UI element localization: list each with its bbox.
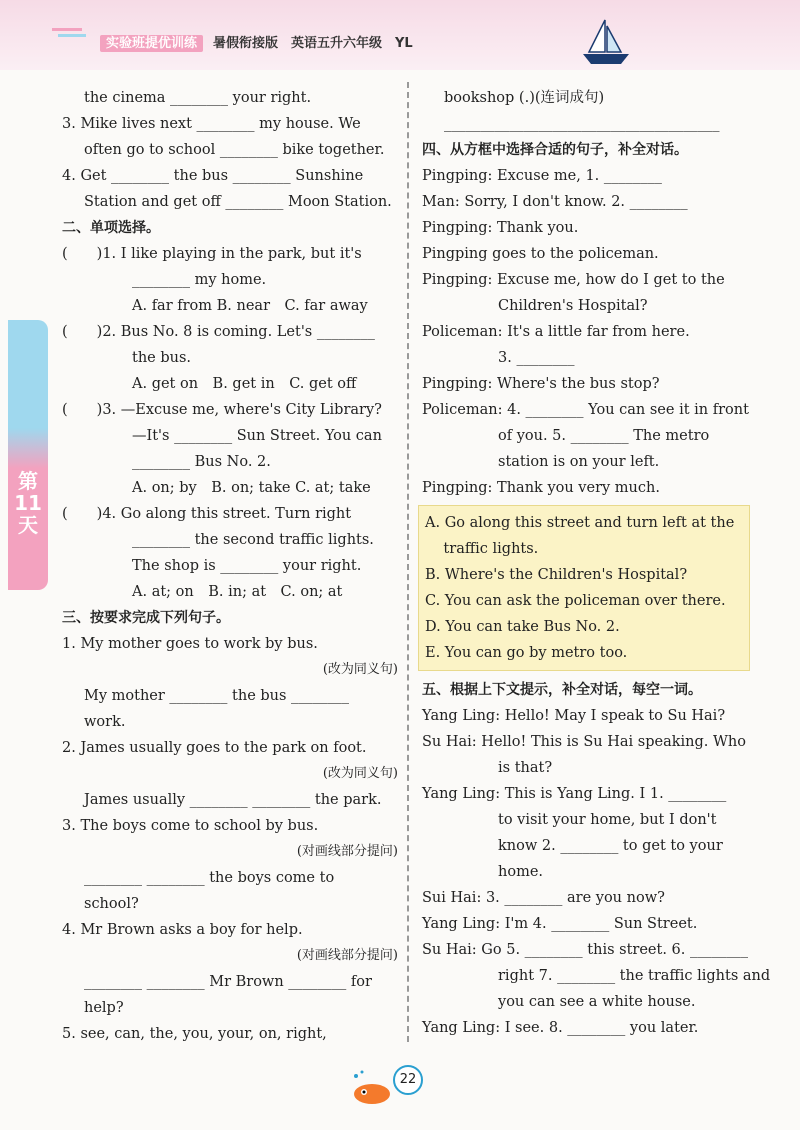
text-line: 3. Mike lives next ________ my house. We <box>62 116 361 132</box>
option-item: C. You can ask the policeman over there. <box>425 593 726 609</box>
text-line: ( )4. Go along this street. Turn right <box>62 506 352 522</box>
text-line: Su Hai: Go 5. ________ this street. 6. ________ <box>422 942 748 958</box>
text-line: Policeman: 4. ________ You can see it in front <box>422 402 749 418</box>
header-decoration-icon <box>52 18 92 42</box>
text-line: Pingping: Where's the bus stop? <box>422 376 660 392</box>
text-line: station is on your left. <box>498 454 660 470</box>
text-line: Children's Hospital? <box>498 298 648 314</box>
text-line: ( )3. —Excuse me, where's City Library? <box>62 402 382 418</box>
text-line: right 7. ________ the traffic lights and <box>498 968 771 984</box>
day-label: 第11天 <box>14 469 42 537</box>
text-line: ( )1. I like playing in the park, but it's <box>62 246 362 262</box>
text-line: ________ the second traffic lights. <box>132 532 374 548</box>
text-line: the cinema ________ your right. <box>84 90 312 106</box>
page-header <box>0 0 800 70</box>
text-line: 4. Mr Brown asks a boy for help. <box>62 922 303 938</box>
text-line: ( )2. Bus No. 8 is coming. Let's ________ <box>62 324 375 340</box>
day-side-tab <box>8 320 48 590</box>
text-line: 2. James usually goes to the park on foot. <box>62 740 367 756</box>
text-line: Pingping: Excuse me, how do I get to the <box>422 272 725 288</box>
column-divider <box>407 82 409 1042</box>
text-line: James usually ________ ________ the park. <box>84 792 382 808</box>
text-line: A. on; by B. on; take C. at; take <box>132 480 371 496</box>
text-line: A. far from B. near C. far away <box>132 298 368 314</box>
text-line: (对画线部分提问) <box>296 948 398 963</box>
text-line: Pingping: Excuse me, 1. ________ <box>422 168 662 184</box>
sailboat-icon <box>575 18 635 68</box>
text-line: to visit your home, but I don't <box>498 812 717 828</box>
text-line: often go to school ________ bike together. <box>84 142 385 158</box>
text-line: ________ ________ Mr Brown ________ for <box>84 974 372 990</box>
text-line: of you. 5. ________ The metro <box>498 428 710 444</box>
text-line: 三、按要求完成下列句子。 <box>62 610 230 626</box>
header-subtitle: 暑假衔接版 英语五升六年级 YL <box>213 36 413 51</box>
text-line: ________ ________ the boys come to <box>84 870 335 886</box>
text-line: you can see a white house. <box>498 994 696 1010</box>
text-line: Station and get off ________ Moon Station. <box>84 194 392 210</box>
option-item: B. Where's the Children's Hospital? <box>425 567 688 583</box>
fish-mascot-icon <box>350 1068 400 1108</box>
text-line: 五、根据上下文提示，补全对话，每空一词。 <box>422 682 702 698</box>
text-line: Yang Ling: This is Yang Ling. I 1. ________ <box>422 786 727 802</box>
option-item: traffic lights. <box>425 541 539 557</box>
text-line: —It's ________ Sun Street. You can <box>132 428 382 444</box>
text-line: ______________________________________ <box>444 116 720 132</box>
text-line: home. <box>498 864 544 880</box>
text-line: is that? <box>498 760 553 776</box>
text-line: Sui Hai: 3. ________ are you now? <box>422 890 665 906</box>
text-line: 4. Get ________ the bus ________ Sunshine <box>62 168 364 184</box>
left-column <box>62 85 398 1047</box>
text-line: The shop is ________ your right. <box>132 558 362 574</box>
text-line: school? <box>84 896 139 912</box>
text-line: A. get on B. get in C. get off <box>132 376 357 392</box>
text-line: Pingping goes to the policeman. <box>422 246 659 262</box>
right-column <box>422 85 771 1041</box>
right-top-section <box>422 85 762 501</box>
right-bottom-section <box>422 677 771 1041</box>
text-line: 1. My mother goes to work by bus. <box>62 636 318 652</box>
text-line: A. at; on B. in; at C. on; at <box>132 584 343 600</box>
header-title <box>100 32 413 51</box>
text-line: Man: Sorry, I don't know. 2. ________ <box>422 194 688 210</box>
text-line: Pingping: Thank you. <box>422 220 579 236</box>
text-line: (改为同义句) <box>322 766 398 781</box>
text-line: bookshop (.)(连词成句) <box>444 90 605 106</box>
text-line: Yang Ling: I'm 4. ________ Sun Street. <box>422 916 698 932</box>
text-line: (改为同义句) <box>322 662 398 677</box>
text-line: My mother ________ the bus ________ <box>84 688 350 704</box>
text-line: know 2. ________ to get to your <box>498 838 723 854</box>
text-line: 3. ________ <box>498 350 575 366</box>
text-line: Pingping: Thank you very much. <box>422 480 660 496</box>
text-line: work. <box>84 714 126 730</box>
text-line: Policeman: It's a little far from here. <box>422 324 690 340</box>
header-brand: 实验班提优训练 <box>100 35 203 52</box>
text-line: Yang Ling: Hello! May I speak to Su Hai? <box>422 708 726 724</box>
text-line: 二、单项选择。 <box>62 220 160 236</box>
text-line: help? <box>84 1000 124 1016</box>
page-number: 22 <box>393 1065 423 1095</box>
text-line: (对画线部分提问) <box>296 844 398 859</box>
text-line: Yang Ling: I see. 8. ________ you later. <box>422 1020 699 1036</box>
text-line: the bus. <box>132 350 192 366</box>
text-line: ________ my home. <box>132 272 267 288</box>
option-item: A. Go along this street and turn left at the <box>425 515 735 531</box>
text-line: 四、从方框中选择合适的句子，补全对话。 <box>422 142 688 158</box>
option-item: E. You can go by metro too. <box>425 645 628 661</box>
text-line: 3. The boys come to school by bus. <box>62 818 319 834</box>
text-line: 5. see, can, the, you, your, on, right, <box>62 1026 327 1042</box>
text-line: Su Hai: Hello! This is Su Hai speaking. Who <box>422 734 746 750</box>
text-line: ________ Bus No. 2. <box>132 454 271 470</box>
options-box <box>418 505 750 671</box>
option-item: D. You can take Bus No. 2. <box>425 619 620 635</box>
